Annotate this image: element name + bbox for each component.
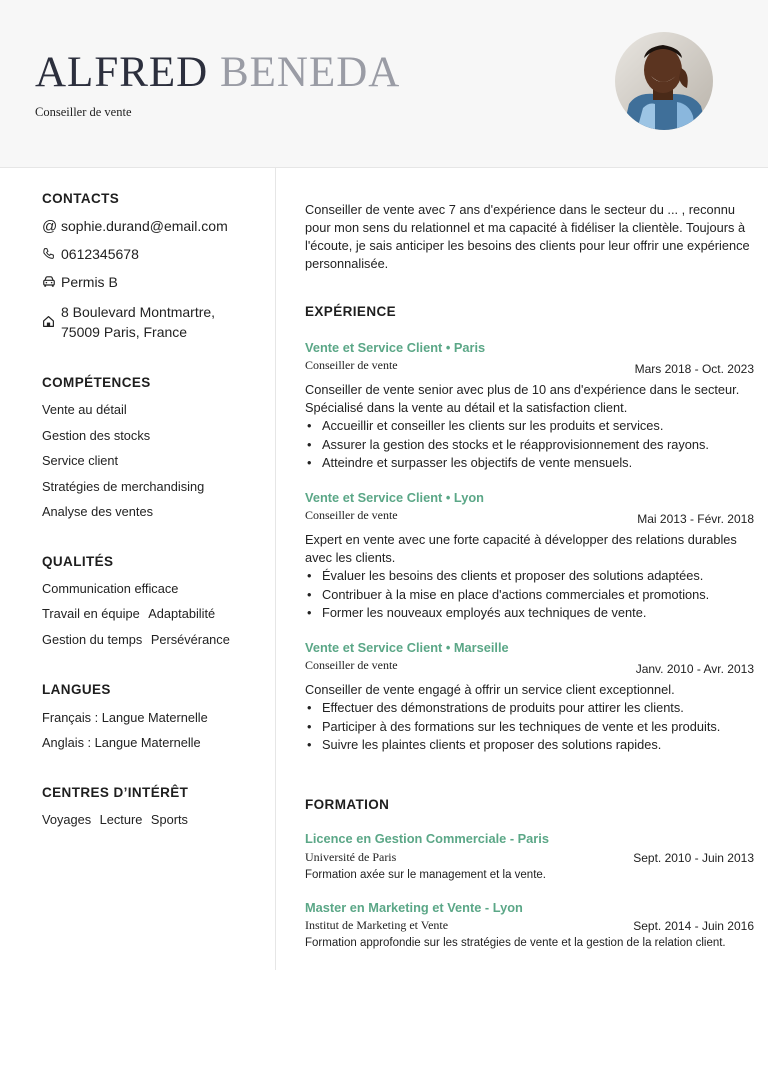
quality-row [42,581,178,596]
education-dates: Sept. 2010 - Juin 2013 [633,851,754,865]
last-name: BENEDA [219,49,401,96]
license-value: Permis B [61,274,118,290]
bullet-item: • Suivre les plaintes clients et proposer des solutions rapides. [305,736,757,755]
skill-item: Analyse des ventes [42,504,153,519]
education-heading: Licence en Gestion Commerciale - Paris [305,831,549,846]
interest-item: Voyages [42,812,92,827]
contact-license [42,274,118,291]
phone-value: 0612345678 [61,246,139,262]
job-dates: Mars 2018 - Oct. 2023 [634,362,754,376]
interests-row [42,812,188,827]
bullet-item: • Accueillir et conseiller les clients sur les produits et services. [305,417,757,436]
profile-summary: Conseiller de vente avec 7 ans d'expérience dans le secteur du ... , reconnu pour mon sens du relationnel et ma capacité à fidéliser la clientèle. Toujours à l'écoute, je sais anticiper les besoins des clients pour leur offrir une expérience personnalisée. [305,202,750,271]
quality-item: Communication efficace [42,581,179,596]
job-bullets [305,699,757,755]
job-bullets [305,417,757,473]
skill-item: Gestion des stocks [42,428,151,443]
job-role: Conseiller de vente [305,508,398,522]
job-role: Conseiller de vente [305,358,398,372]
education-title: FORMATION [305,797,390,812]
quality-item: Gestion du temps [42,632,143,647]
job-title: Conseiller de vente [35,105,132,119]
profile-photo [615,32,713,130]
education-school: Université de Paris [305,850,397,864]
job-dates: Janv. 2010 - Avr. 2013 [635,662,754,676]
email-value: sophie.durand@email.com [61,218,228,234]
job-heading: Vente et Service Client • Marseille [305,640,509,655]
quality-row [42,606,215,621]
phone-icon [42,247,61,263]
column-divider [275,167,276,970]
language-item: Français : Langue Maternelle [42,710,208,725]
job-role: Conseiller de vente [305,658,398,672]
first-name: ALFRED [35,49,209,96]
education-dates: Sept. 2014 - Juin 2016 [633,919,754,933]
experience-title: EXPÉRIENCE [305,304,397,319]
languages-title: LANGUES [42,682,111,697]
at-icon: @ [42,218,58,235]
candidate-name [35,50,400,96]
bullet-item: • Assurer la gestion des stocks et le réapprovisionnement des rayons. [305,436,757,455]
education-heading: Master en Marketing et Vente - Lyon [305,900,523,915]
skill-item: Service client [42,453,119,468]
job-description: Conseiller de vente senior avec plus de 10 ans d'expérience dans le secteur. Spécialisé dans la vente au détail et la satisfaction client. [305,382,740,415]
car-icon [42,275,61,291]
quality-item: Persévérance [150,632,230,647]
contact-address [42,302,215,342]
bullet-item: • Effectuer des démonstrations de produits pour attirer les clients. [305,699,757,718]
job-heading: Vente et Service Client • Lyon [305,490,484,505]
home-icon [42,313,61,333]
skills-title: COMPÉTENCES [42,375,151,390]
qualities-title: QUALITÉS [42,554,114,569]
contact-email [42,218,228,235]
address-line1: 8 Boulevard Montmartre, [61,304,216,320]
interest-item: Lecture [99,812,143,827]
bullet-item: • Évaluer les besoins des clients et proposer des solutions adaptées. [305,567,757,586]
bullet-item: • Contribuer à la mise en place d'actions commerciales et promotions. [305,586,757,605]
job-dates: Mai 2013 - Févr. 2018 [637,512,754,526]
contact-phone [42,246,139,263]
contacts-title: CONTACTS [42,191,120,206]
job-description: Expert en vente avec une forte capacité à développer des relations durables avec les clients. [305,532,737,565]
education-description: Formation axée sur le management et la vente. [305,869,546,881]
quality-item: Travail en équipe [42,606,140,621]
interests-title: CENTRES D’INTÉRÊT [42,785,189,800]
education-school: Institut de Marketing et Vente [305,918,449,932]
language-item: Anglais : Langue Maternelle [42,735,201,750]
quality-row [42,632,230,647]
job-heading: Vente et Service Client • Paris [305,340,486,355]
bullet-item: • Participer à des formations sur les techniques de vente et les produits. [305,718,757,737]
bullet-item: • Former les nouveaux employés aux techniques de vente. [305,604,757,623]
skill-item: Vente au détail [42,402,127,417]
job-bullets [305,567,757,623]
skill-item: Stratégies de merchandising [42,479,205,494]
interest-item: Sports [150,812,188,827]
resume-header [0,0,768,168]
quality-item: Adaptabilité [148,606,216,621]
address-line2: 75009 Paris, France [61,324,188,340]
job-description: Conseiller de vente engagé à offrir un service client exceptionnel. [305,682,675,697]
bullet-item: • Atteindre et surpasser les objectifs de vente mensuels. [305,454,757,473]
education-description: Formation approfondie sur les stratégies de vente et la gestion de la relation client. [305,937,726,949]
